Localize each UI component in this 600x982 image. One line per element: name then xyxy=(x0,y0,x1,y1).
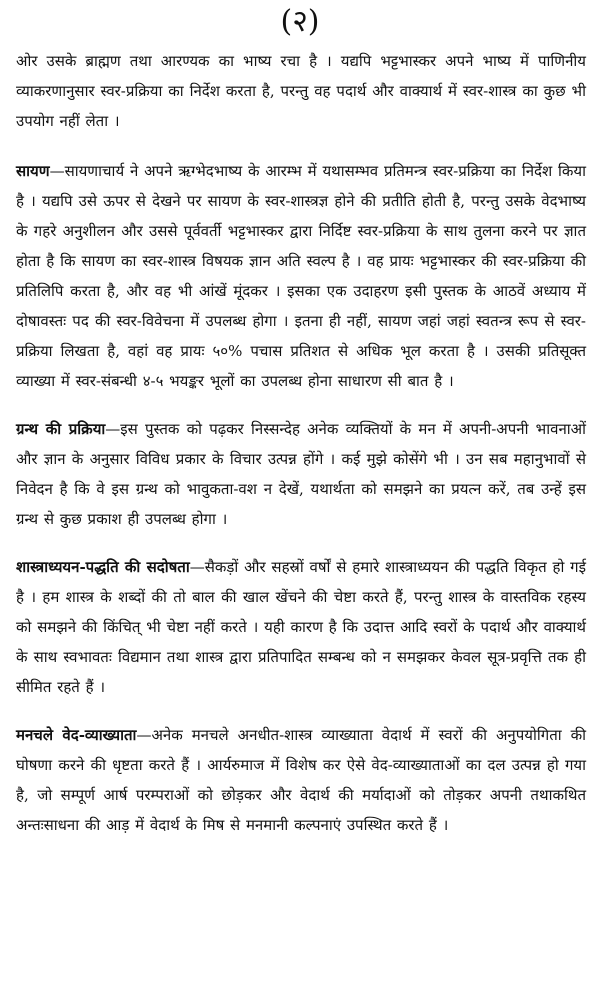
paragraph-granth-prakriya-text: —इस पुस्तक को पढ़कर निस्सन्देह अनेक व्यक्तियों के मन में अपनी-अपनी भावनाओं और ज्ञान के अनुसार विविध प्रकार के विचार उत्पन्न होंगे । कई मुझे कोसेंगे भी । उन सब महानुभावों से निवेदन है कि वे इस ग्रन्थ को भावुकता-वश न देखें, यथार्थता को समझने का प्रयत्न करें, तब उन्हें इस ग्रन्थ से कुछ प्रकाश ही उपलब्ध होगा । xyxy=(16,420,586,528)
paragraph-sayan xyxy=(16,156,586,396)
paragraph-shastradhyayan xyxy=(16,552,586,702)
paragraph-sayan-text: —सायणाचार्य ने अपने ऋग्भेदभाष्य के आरम्भ में यथासम्भव प्रतिमन्त्र स्वर-प्रक्रिया का निर्देश किया है । यद्यपि उसे ऊपर से देखने पर सायण के स्वर-शास्त्रज्ञ होने की प्रतीति होती है, परन्तु उसके वेदभाष्य के गहरे अनुशीलन और उससे पूर्ववर्ती भट्टभास्कर द्वारा निर्दिष्ट स्वर-प्रक्रिया के साथ तुलना करने पर ज्ञात होता है कि सायण का स्वर-शास्त्र विषयक ज्ञान अति स्वल्प है । वह प्रायः भट्टभास्कर की स्वर-प्रक्रिया की प्रतिलिपि करता है, और वह भी आंखें मूंदकर । इसका एक उदाहरण इसी पुस्तक के आठवें अध्याय में दोषावस्तः पद की स्वर-विवेचना में उपलब्ध होगा । इतना ही नहीं, सायण जहां जहां स्वतन्त्र रूप से स्वर-प्रक्रिया लिखता है, वहां वह प्रायः ५०% पचास प्रतिशत से अधिक भूल करता है । उसकी प्रतिसूक्त व्याख्या में स्वर-संबन्धी ४-५ भयङ्कर भूलों का उपलब्ध होना साधारण सी बात है । xyxy=(16,162,586,390)
paragraph-granth-prakriya xyxy=(16,414,586,534)
paragraph-manchale xyxy=(16,720,586,840)
paragraph-sayan-heading: सायण xyxy=(16,162,50,180)
paragraph-manchale-heading: मनचले वेद-व्याख्याता xyxy=(16,726,137,744)
paragraph-manchale-text: —अनेक मनचले अनधीत-शास्त्र व्याख्याता वेदार्थ में स्वरों की अनुपयोगिता की घोषणा करने की धृष्टता करते हैं । आर्यरुमाज में विशेष कर ऐसे वेद-व्याख्याताओं का दल उत्पन्न हो गया है, जो सम्पूर्ण आर्ष परम्पराओं को छोड़कर और वेदार्थ की मर्यादाओं को तोड़कर अपनी तथाकथित अन्तःसाधना की आड़ में वेदार्थ के मिष से मनमानी कल्पनाएं उपस्थित करते हैं । xyxy=(16,726,586,834)
paragraph-shastradhyayan-heading: शास्त्राध्ययन-पद्धति की सदोषता xyxy=(16,558,190,576)
paragraph-shastradhyayan-text: —सैकड़ों और सहस्रों वर्षों से हमारे शास्त्राध्ययन की पद्धति विकृत हो गई है । हम शास्त्र के शब्दों की तो बाल की खाल खेंचने की चेष्टा करते हैं, परन्तु शास्त्र के वास्तविक रहस्य को समझने की किंचित् भी चेष्टा नहीं करते । यही कारण है कि उदात्त आदि स्वरों के पदार्थ और वाक्यार्थ के साथ स्वभावतः विद्यमान तथा शास्त्र द्वारा प्रतिपादित सम्बन्ध को न समझकर केवल सूत्र-प्रवृत्ति तक ही सीमित रहते हैं । xyxy=(16,558,586,696)
paragraph-granth-prakriya-heading: ग्रन्थ की प्रक्रिया xyxy=(16,420,106,438)
paragraph-1 xyxy=(16,46,586,136)
page-number: (२) xyxy=(280,4,320,39)
page-body xyxy=(16,46,586,858)
paragraph-1-text: ओर उसके ब्राह्मण तथा आरण्यक का भाष्य रचा है । यद्यपि भट्टभास्कर अपने भाष्य में पाणिनीय व्याकरणानुसार स्वर-प्रक्रिया का निर्देश करता है, परन्तु वह पदार्थ और वाक्यार्थ में स्वर-शास्त्र का कुछ भी उपयोग नहीं लेता । xyxy=(16,52,586,130)
